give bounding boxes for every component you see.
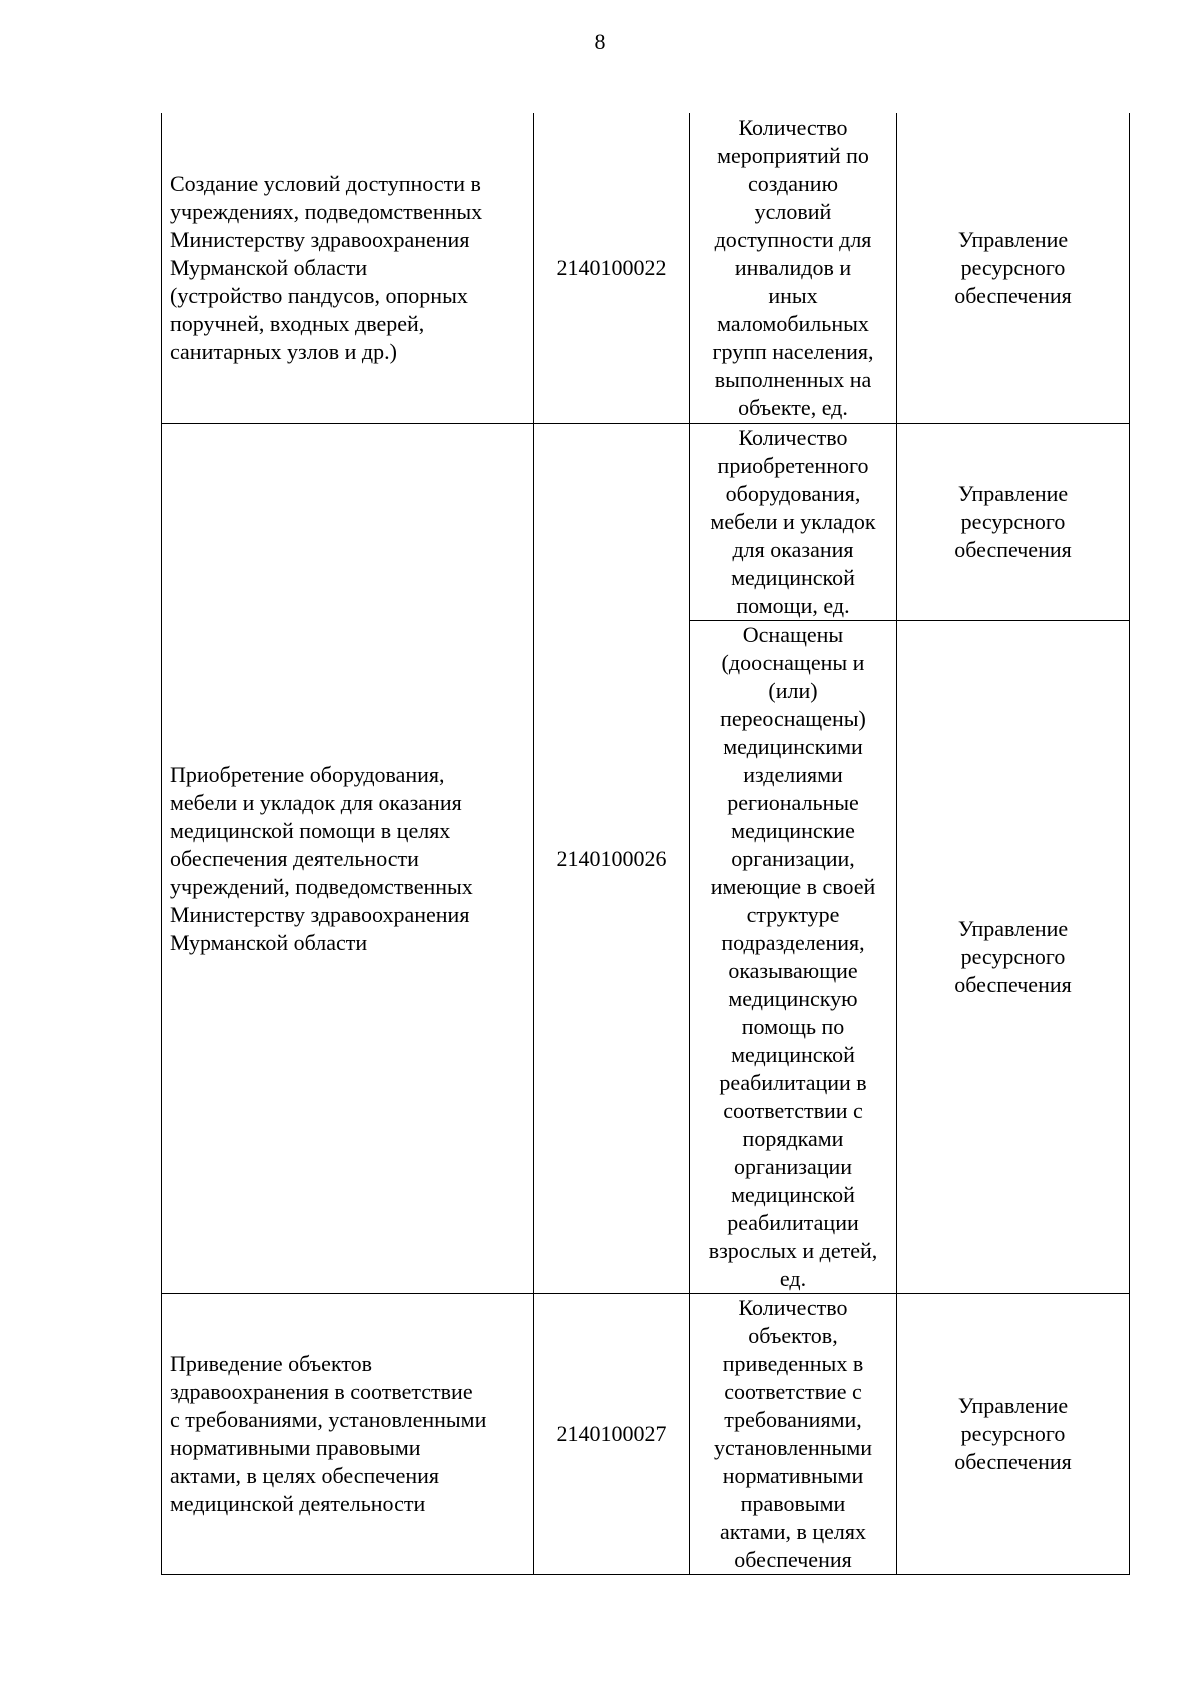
budget-code: 2140100022 <box>556 255 667 280</box>
table-row <box>162 1294 1130 1575</box>
indicator-cell <box>690 113 897 424</box>
responsible-unit: Управление ресурсного обеспечения <box>954 916 1072 997</box>
budget-code-cell <box>534 113 690 424</box>
indicator-cell <box>690 1294 897 1575</box>
measure-name-cell <box>162 113 534 424</box>
budget-code: 2140100026 <box>556 845 667 871</box>
page-number: 8 <box>594 29 606 54</box>
indicator-text: Количество объектов, приведенных в соответствие с требованиями, установленными нормативными правовыми актами, в целях обеспечения <box>713 1295 873 1572</box>
budget-code: 2140100027 <box>556 1421 667 1446</box>
measure-name: Создание условий доступности в учреждениях, подведомственных Министерству здравоохранения Мурманской области (устройство пандусов, опорных поручней, входных дверей, санитарных узлов и др.) <box>170 171 483 364</box>
responsible-cell <box>897 424 1130 621</box>
budget-code-cell <box>534 424 690 1294</box>
measures-table <box>161 113 1130 1575</box>
indicator-cell <box>690 621 897 1294</box>
responsible-cell <box>897 113 1130 424</box>
measure-name-cell <box>162 424 534 1294</box>
responsible-cell <box>897 1294 1130 1575</box>
responsible-cell <box>897 621 1130 1294</box>
indicator-cell <box>690 424 897 621</box>
responsible-unit: Управление ресурсного обеспечения <box>954 481 1072 562</box>
table-row <box>162 424 1130 621</box>
responsible-unit: Управление ресурсного обеспечения <box>954 1393 1072 1474</box>
measure-name-cell <box>162 1294 534 1575</box>
measure-name: Приобретение оборудования, мебели и укладок для оказания медицинской помощи в целях обеспечения деятельности учреждений, подведомственных Министерству здравоохранения Мурманской области <box>170 761 473 955</box>
responsible-unit: Управление ресурсного обеспечения <box>954 227 1072 308</box>
table-row <box>162 113 1130 424</box>
indicator-text: Оснащены (дооснащены и (или) переоснащены) медицинскими изделиями региональные медицинские организации, имеющие в своей структуре подразделения, оказывающие медицинскую помощь по медицинской реабилитации в соответствии с порядками организации медицинской реабилитации взрослых и детей, ед. <box>708 622 878 1291</box>
indicator-text: Количество приобретенного оборудования, мебели и укладок для оказания медицинской помощи, ед. <box>710 425 876 618</box>
measure-name: Приведение объектов здравоохранения в соответствие с требованиями, установленными нормативными правовыми актами, в целях обеспечения медицинской деятельности <box>170 1351 487 1516</box>
indicator-text: Количество мероприятий по созданию условий доступности для инвалидов и иных маломобильных групп населения, выполненных на объекте, ед. <box>712 115 874 420</box>
budget-code-cell <box>534 1294 690 1575</box>
